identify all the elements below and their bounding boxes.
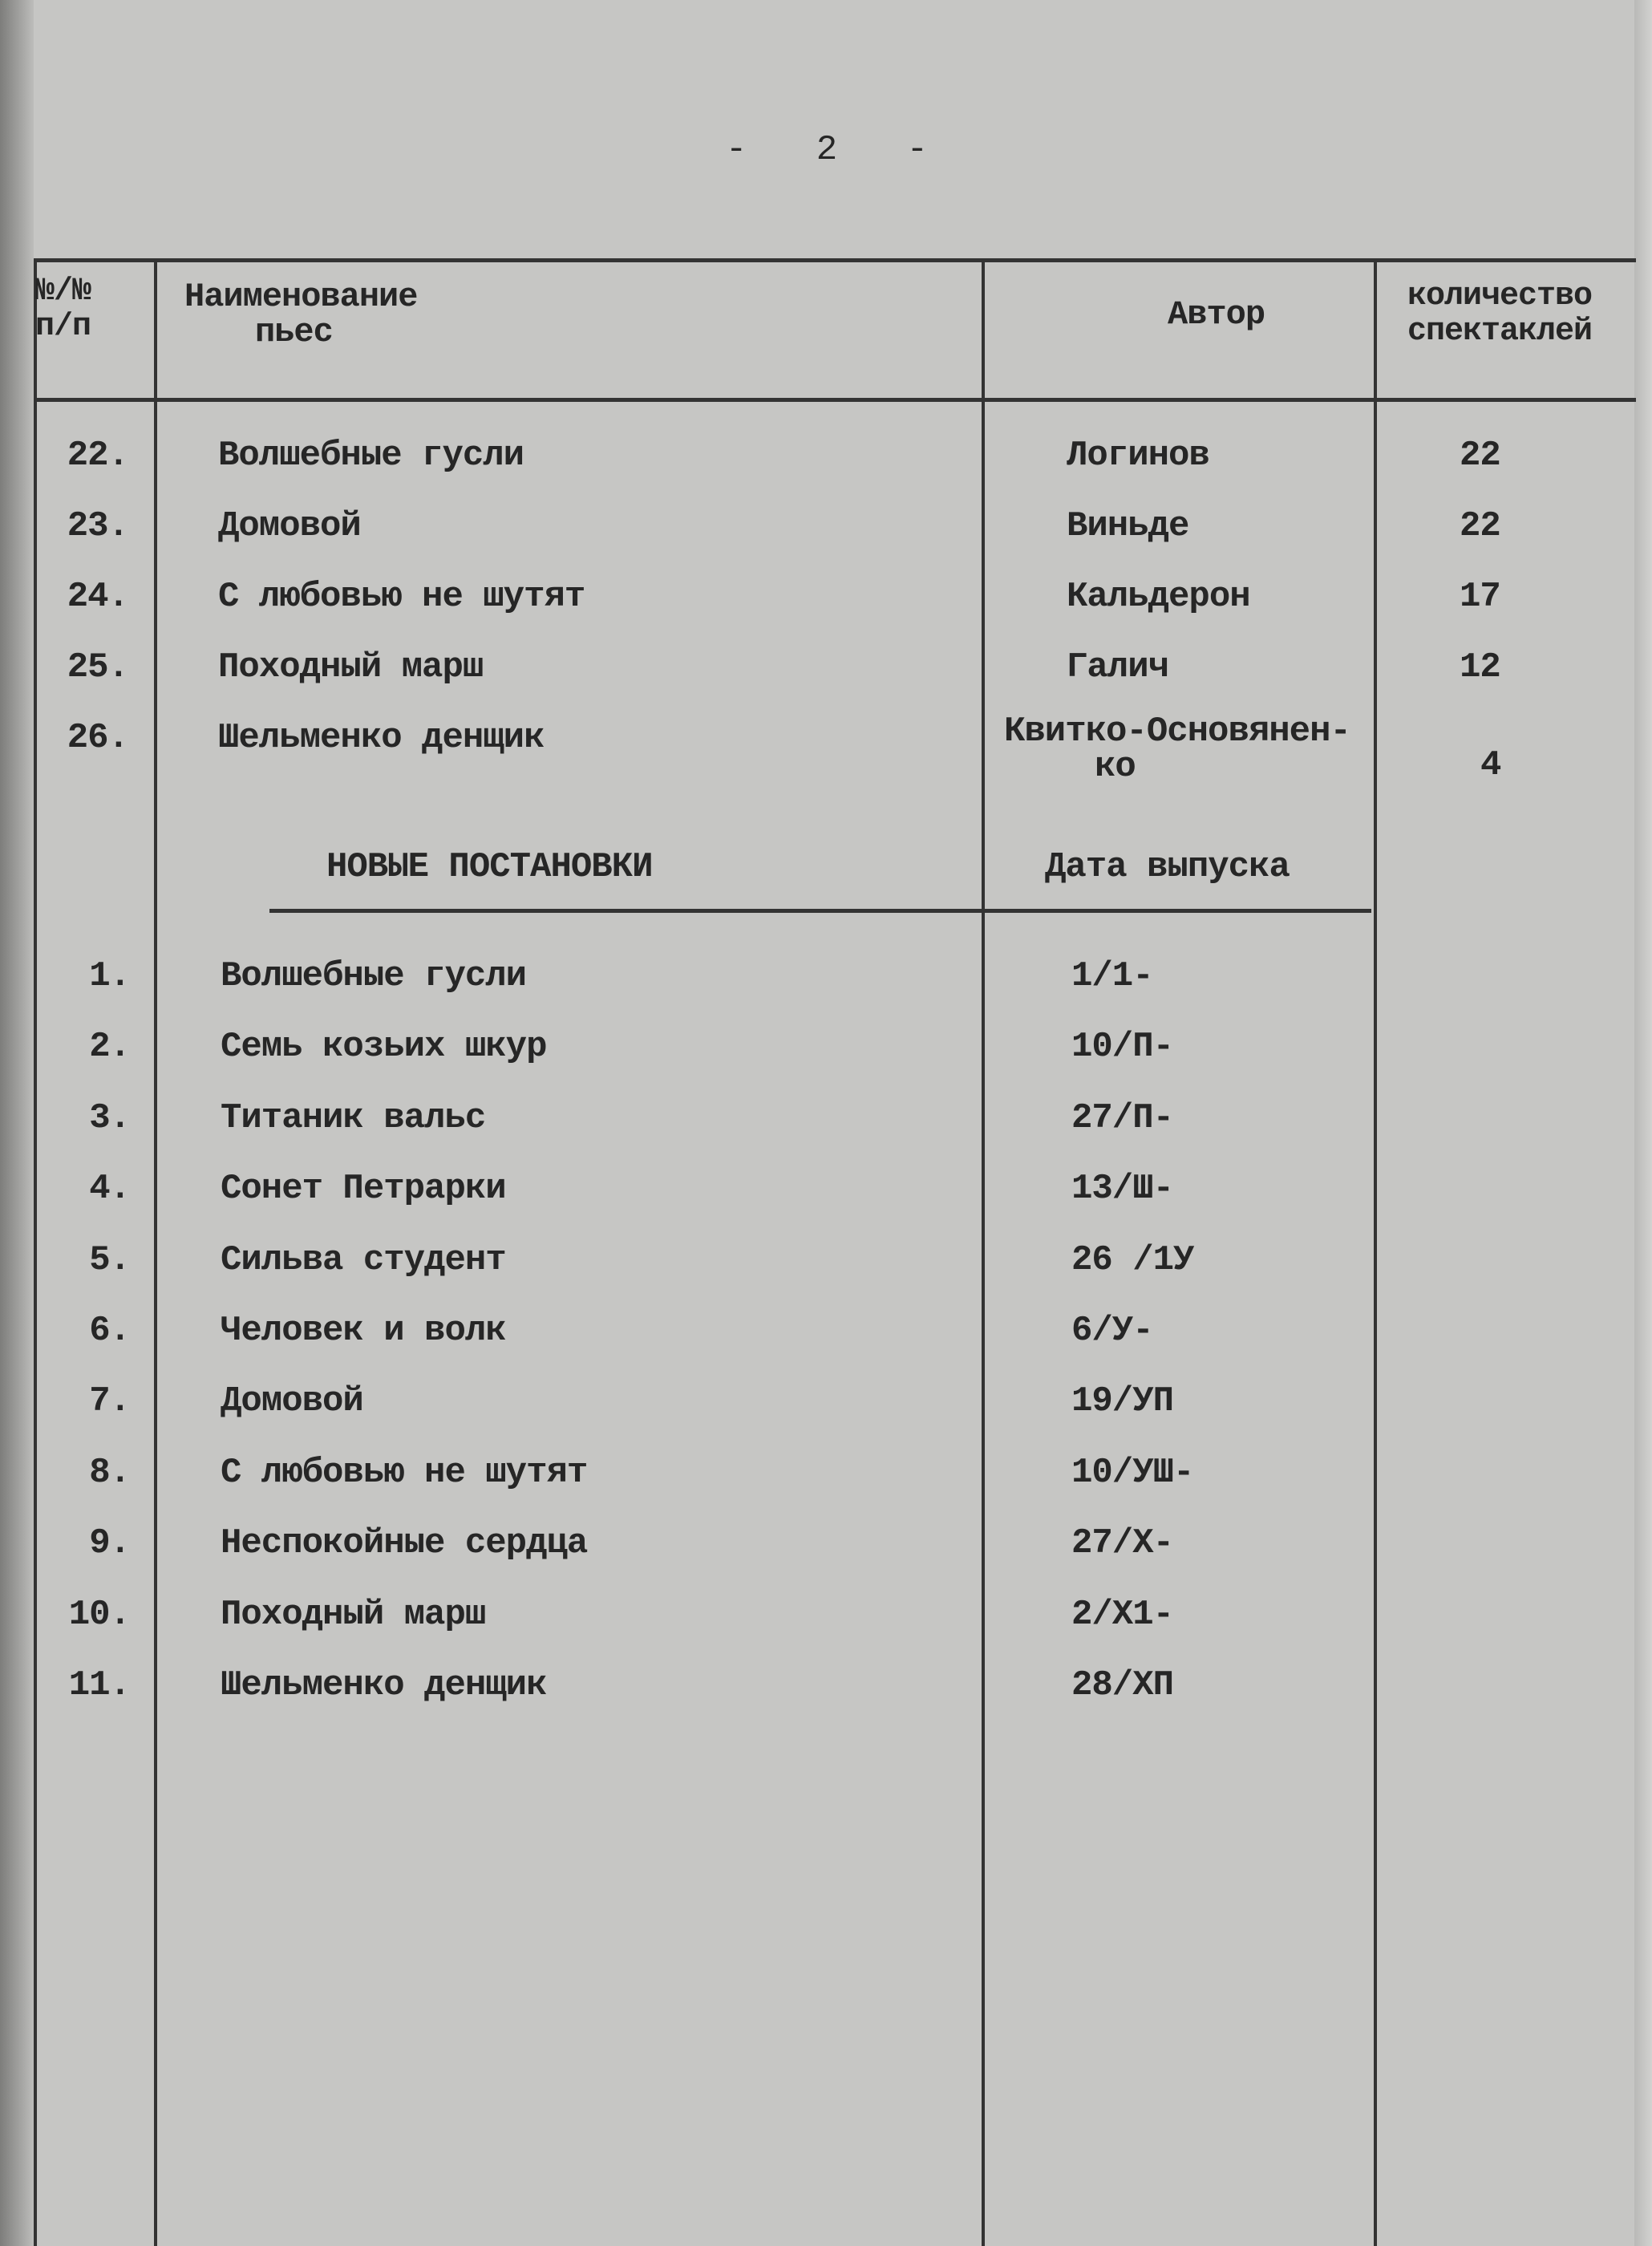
release-date: 13/Ш- [1071, 1169, 1174, 1210]
release-date: 1/1- [1071, 956, 1153, 996]
performance-count: 4 [1480, 745, 1501, 785]
release-date: 27/Х- [1071, 1523, 1174, 1564]
row-number: 23. [67, 506, 128, 546]
new-row-number: 6. [89, 1311, 130, 1351]
new-play-title: С любовью не шутят [221, 1452, 588, 1493]
play-author: Логинов [1067, 436, 1209, 476]
play-author: Виньде [1067, 506, 1189, 546]
release-date: 26 /1У [1071, 1239, 1194, 1280]
column-divider-1 [154, 258, 157, 2246]
new-row-number: 8. [89, 1452, 130, 1493]
new-row-number: 4. [89, 1169, 130, 1210]
new-play-title: Домовой [221, 1381, 363, 1422]
new-row-number: 5. [89, 1239, 130, 1280]
play-title: Походный марш [218, 647, 484, 687]
page-number: - 2 - [726, 130, 953, 170]
new-play-title: Человек и волк [221, 1311, 506, 1351]
play-author: Галич [1067, 647, 1169, 687]
header-count-line1: количество [1407, 278, 1593, 314]
release-date: 10/УШ- [1071, 1452, 1194, 1493]
new-row-number: 7. [89, 1381, 130, 1422]
header-number-line2: п/п [35, 309, 91, 345]
release-date: 6/У- [1071, 1311, 1153, 1351]
performance-count: 17 [1460, 577, 1500, 617]
performance-count: 22 [1460, 436, 1500, 476]
header-count-line2: спектаклей [1407, 314, 1593, 350]
header-bottom-border [34, 398, 1636, 402]
play-title: Домовой [218, 506, 361, 546]
release-date: 19/УП [1071, 1381, 1174, 1422]
new-section-underline [269, 909, 1371, 913]
row-number: 25. [67, 647, 128, 687]
play-author: Квитко-Основянен- [1004, 712, 1350, 752]
new-play-title: Волшебные гусли [221, 956, 527, 996]
new-play-title: Сонет Петрарки [221, 1169, 506, 1210]
new-row-number: 3. [89, 1097, 130, 1138]
new-productions-heading: НОВЫЕ ПОСТАНОВКИ [326, 847, 653, 887]
new-row-number: 11. [68, 1665, 130, 1705]
new-play-title: Походный марш [221, 1594, 486, 1635]
new-row-number: 9. [89, 1523, 130, 1564]
header-number-line1: №/№ [35, 274, 91, 310]
header-number [35, 274, 91, 345]
header-author: Автор [1168, 295, 1265, 334]
new-play-title: Шельменко денщик [221, 1665, 547, 1705]
release-date: 10/П- [1071, 1027, 1174, 1068]
column-divider-3 [1374, 258, 1377, 2246]
new-row-number: 1. [89, 956, 130, 996]
play-author-continued: ко [1095, 747, 1136, 787]
page-edge-right [1634, 0, 1652, 2246]
new-play-title: Неспокойные сердца [221, 1523, 588, 1564]
play-author: Кальдерон [1067, 577, 1250, 617]
new-row-number: 2. [89, 1027, 130, 1068]
header-title-line1: Наименование [184, 278, 418, 316]
header-title-line2: пьес [255, 313, 333, 351]
release-date: 28/ХП [1071, 1665, 1174, 1705]
performance-count: 22 [1460, 506, 1500, 546]
new-play-title: Сильва студент [221, 1239, 506, 1280]
play-title: Шельменко денщик [218, 718, 545, 758]
row-number: 26. [67, 718, 128, 758]
new-play-title: Титаник вальс [221, 1097, 486, 1138]
release-date: 2/Х1- [1071, 1594, 1174, 1635]
play-title: Волшебные гусли [218, 436, 524, 476]
column-divider-2 [982, 258, 985, 2246]
release-date-header: Дата выпуска [1045, 847, 1290, 887]
row-number: 22. [67, 436, 128, 476]
table-top-border [34, 258, 1636, 262]
play-title: С любовью не шутят [218, 577, 585, 617]
new-row-number: 10. [68, 1594, 130, 1635]
performance-count: 12 [1460, 647, 1500, 687]
new-play-title: Семь козьих шкур [221, 1027, 547, 1068]
row-number: 24. [67, 577, 128, 617]
header-title [184, 279, 417, 350]
release-date: 27/П- [1071, 1097, 1174, 1138]
header-count [1407, 279, 1592, 350]
